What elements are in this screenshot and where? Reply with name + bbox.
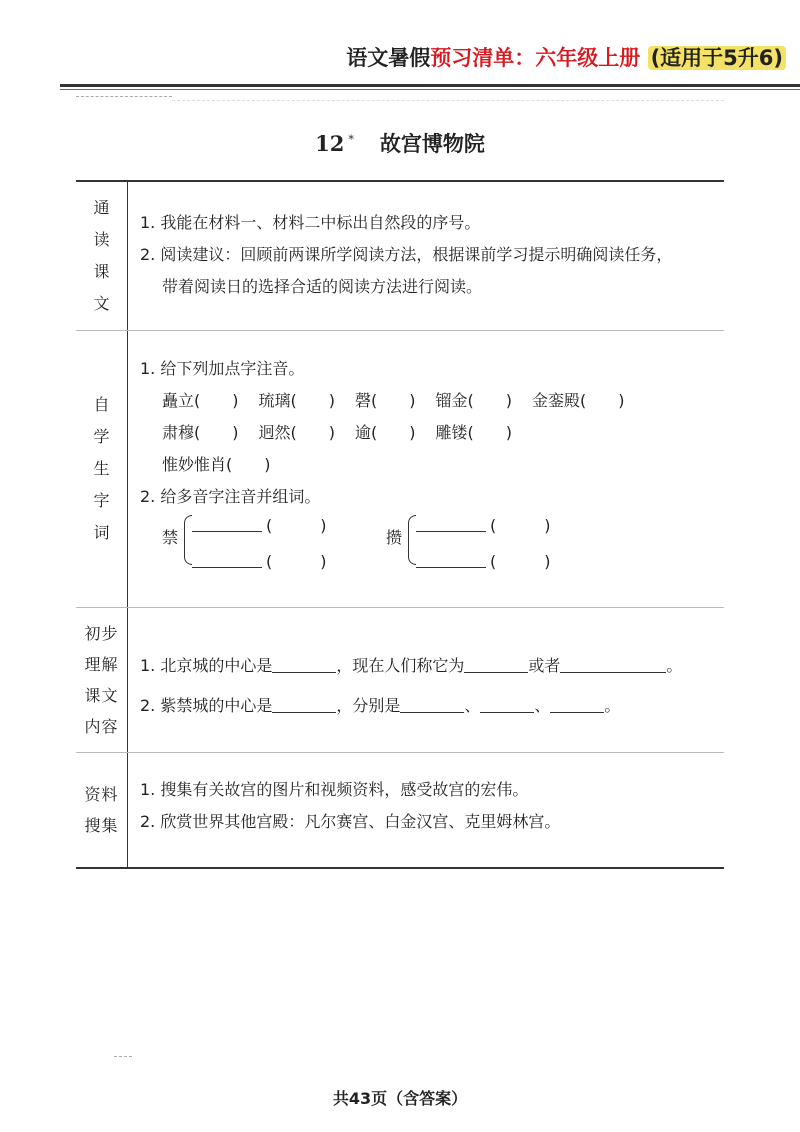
dashed-mark-bottom <box>114 1056 132 1057</box>
lesson-star: * <box>348 133 354 146</box>
collect-content <box>128 753 724 867</box>
preview-table <box>76 180 724 869</box>
reading-item-2-cont: 带着阅读日的选择合适的阅读方法进行阅读。 <box>162 277 483 296</box>
word-item: 矗立( ) <box>162 391 239 410</box>
label-text: 搜集 <box>84 816 119 835</box>
row-vocab <box>76 331 724 608</box>
vocab-words-row2 <box>140 417 724 449</box>
brace <box>408 515 416 565</box>
item-text: 。 <box>666 656 683 675</box>
answer-blank <box>272 695 336 713</box>
brace <box>184 515 192 565</box>
answer-blank <box>480 695 534 713</box>
item-text: 、 <box>464 696 481 715</box>
answer-blank <box>400 695 464 713</box>
reading-content <box>128 182 724 330</box>
answer-blank <box>192 567 262 568</box>
vocab-content <box>128 331 724 607</box>
label-text: 初步 <box>84 624 119 643</box>
header-rule-thick <box>60 84 800 87</box>
vocab-words-row1 <box>140 385 724 417</box>
dashed-line <box>172 100 724 101</box>
item-text: ，分别是 <box>336 696 401 715</box>
label-char: 词 <box>93 523 110 542</box>
row-collect <box>76 753 724 867</box>
word-item: 琉璃( ) <box>258 391 335 410</box>
page-header <box>346 42 786 72</box>
label-char: 生 <box>93 459 110 478</box>
header-tag: (适用于5升6) <box>648 46 786 70</box>
pinyin-paren: ( ) <box>266 516 327 535</box>
lesson-title <box>0 128 800 158</box>
word-item: 肃穆( ) <box>162 423 239 442</box>
polyphone-group-2 <box>386 513 596 573</box>
understand-content <box>128 608 724 752</box>
word-item: 镏金( ) <box>435 391 512 410</box>
polyphone-char: 禁 <box>162 528 179 547</box>
row-label-reading <box>76 182 128 330</box>
label-text: 内容 <box>84 717 119 736</box>
word-item: 逾( ) <box>355 423 416 442</box>
collect-item-1: 1. 搜集有关故宫的图片和视频资料，感受故宫的宏伟。 <box>140 780 529 799</box>
word-item: 雕镂( ) <box>435 423 512 442</box>
answer-blank <box>550 695 604 713</box>
vocab-words-row3 <box>140 449 724 481</box>
item-text: 、 <box>534 696 551 715</box>
dashed-mark <box>76 96 172 97</box>
row-understand <box>76 608 724 753</box>
row-label-vocab <box>76 331 128 607</box>
reading-item-1: 1. 我能在材料一、材料二中标出自然段的序号。 <box>140 213 481 232</box>
lesson-number: 12 <box>315 131 345 156</box>
row-reading <box>76 182 724 331</box>
label-text: 课文 <box>84 686 119 705</box>
label-text: 理解 <box>84 655 119 674</box>
row-label-collect <box>76 753 128 867</box>
lesson-name: 故宫博物院 <box>379 131 485 156</box>
answer-blank <box>560 655 666 673</box>
header-main: 预习清单：六年级上册 <box>430 46 641 70</box>
item-text: 。 <box>604 696 621 715</box>
row-label-understand <box>76 608 128 752</box>
word-item: 金銮殿( ) <box>532 391 625 410</box>
label-char: 文 <box>93 294 110 313</box>
vocab-q1: 1. 给下列加点字注音。 <box>140 359 305 378</box>
word-item: 惟妙惟肖( ) <box>162 455 271 474</box>
answer-blank <box>272 655 336 673</box>
answer-blank <box>416 531 486 532</box>
reading-item-2: 2. 阅读建议：回顾前两课所学阅读方法，根据课前学习提示明确阅读任务， <box>140 245 673 264</box>
answer-blank <box>464 655 528 673</box>
item-text: ，现在人们称它为 <box>336 656 465 675</box>
header-rule-thin <box>60 89 800 90</box>
collect-item-2: 2. 欣赏世界其他宫殿：凡尔赛宫、白金汉宫、克里姆林宫。 <box>140 812 561 831</box>
vocab-q2: 2. 给多音字注音并组词。 <box>140 487 321 506</box>
word-item: 迥然( ) <box>258 423 335 442</box>
understand-item-2 <box>140 686 724 726</box>
label-char: 字 <box>93 491 110 510</box>
polyphone-group-1 <box>162 513 372 573</box>
page-footer: 共43页（含答案） <box>332 1089 468 1108</box>
understand-item-1 <box>140 646 724 686</box>
label-char: 读 <box>93 230 110 249</box>
label-char: 学 <box>93 427 110 446</box>
pinyin-paren: ( ) <box>266 552 327 571</box>
answer-blank <box>192 531 262 532</box>
word-item: 磬( ) <box>355 391 416 410</box>
polyphone-char: 攒 <box>386 528 403 547</box>
item-text: 1. 北京城的中心是 <box>140 656 273 675</box>
label-text: 资料 <box>84 785 119 804</box>
pinyin-paren: ( ) <box>490 516 551 535</box>
label-char: 课 <box>93 262 110 281</box>
item-text: 2. 紫禁城的中心是 <box>140 696 273 715</box>
answer-blank <box>416 567 486 568</box>
label-char: 自 <box>93 395 110 414</box>
pinyin-paren: ( ) <box>490 552 551 571</box>
header-prefix: 语文暑假 <box>346 46 431 70</box>
item-text: 或者 <box>528 656 561 675</box>
label-char: 通 <box>93 198 110 217</box>
